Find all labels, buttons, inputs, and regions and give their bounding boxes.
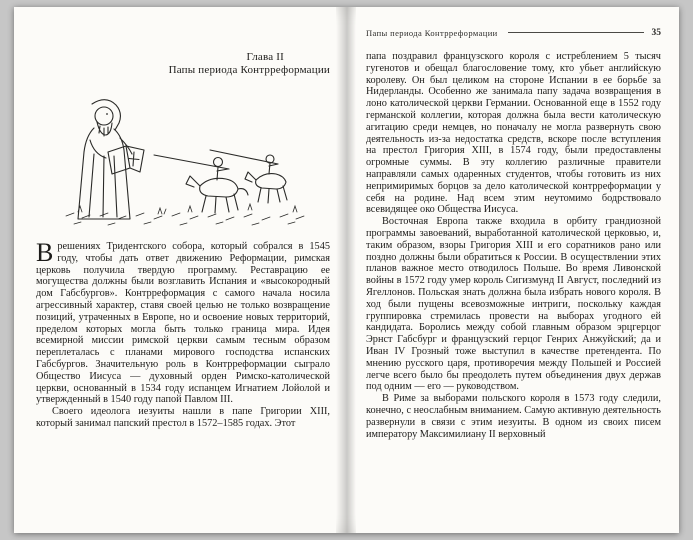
paragraph-text: решениях Тридентского собора, который собрался в 1545 году, чтобы дать ответ движению Реформации, римская церковь получила твердую программу. Реставрацию ее могущества должны были возглавить Испания и «высокородный дом Габсбургов». Контрреформация с самого начала носила агрессивный характер, ставя своей целью не только возвращение позиций, утраченных в Европе, но и освоение новых территорий, пределом которых могла быть только граница мира. Идея всемирной миссии римской церкви самым тесным образом переплеталась с планами мирового господства испанских Габсбургов. Значительную роль в Контрреформации сыграло Общество Иисуса — духовный орден Римско-католической церкви, основанный в 1534 году испанцем Игнатием Лойолой и утвержденный в 1540 году папой Павлом III. (36, 241, 330, 406)
page-gutter (336, 7, 356, 533)
chapter-illustration (48, 92, 318, 232)
running-header-title: Папы периода Контрреформации (366, 28, 498, 38)
chapter-number: Глава II (246, 51, 284, 63)
book-spread (14, 7, 679, 533)
paragraph: В Риме за выборами польского короля в 1573 году следили, конечно, с неослабным вниманием. Самую активную деятельность развернули в связи с этим иезуиты. В одном из своих писем императору Максимилиану II верховный (366, 393, 661, 440)
paragraph: папа поздравил французского короля с истреблением 5 тысяч гугенотов и обещал благословение тому, кто убьет английскую королеву. Он был целиком на стороне Испании в ее борьбе за Нидерланды. Особенно же занимала папу задача возвращения в лоно католической церкви Германии. Основанной еще в 1552 году германской коллегии, которая должна была вести католическую агитацию среди немцев, но поначалу не могла развернуть свою деятельность из-за недостатка средств, вскоре после вступления на престол Григория XIII, в 1574 году, были предоставлены огромные суммы. В эту коллегию различные правители направляли самых одаренных студентов, чтобы готовить из них непримиримых борцов за дело католической контрреформации у себя на родине. Над всем этим неутомимо бодрствовало всевидящее око Общества Иисуса. (366, 51, 661, 216)
left-page (14, 7, 336, 533)
running-header (366, 28, 661, 38)
right-page (356, 7, 679, 533)
left-page-body (36, 238, 330, 430)
engraving-monk-and-horsemen-icon (48, 92, 318, 232)
drop-cap: В (36, 238, 54, 267)
paragraph: Своего идеолога иезуиты нашли в папе Григории XIII, который занимал папский престол в 1572–1585 годах. Этот (36, 406, 330, 429)
paragraph (36, 238, 330, 406)
paragraph: Восточная Европа также входила в орбиту грандиозной программы завоеваний, выработанной католической церковью, и, таким образом, взоры Григория XIII и его соратников рано или поздно должны были обратиться к России. В осуществлении этих планов важное место отводилось Польше. Во время Ливонской войны в 1572 году умер король Сигизмунд II Август, последний из Ягеллонов. Польская знать должна была избрать нового короля. В ход были пущены всевозможные интриги, поскольку каждая группировка стремилась провести на выборах угодного ей кандидата. Боролись между собой главным образом эрцгерцог Эрнст Габсбург и французский герцог Генрих Анжуйский; да и Иван IV Грозный тоже выступил в качестве претендента. По мнению русского царя, противоречия между Польшей и Россией легче всего было бы преодолеть путем объединения двух держав под одним — его — руководством. (366, 216, 661, 393)
chapter-title: Папы периода Контрреформации (168, 64, 330, 76)
chapter-heading (36, 51, 330, 77)
page-number: 35 (651, 28, 661, 38)
header-rule (508, 32, 644, 33)
right-page-body (366, 51, 661, 440)
